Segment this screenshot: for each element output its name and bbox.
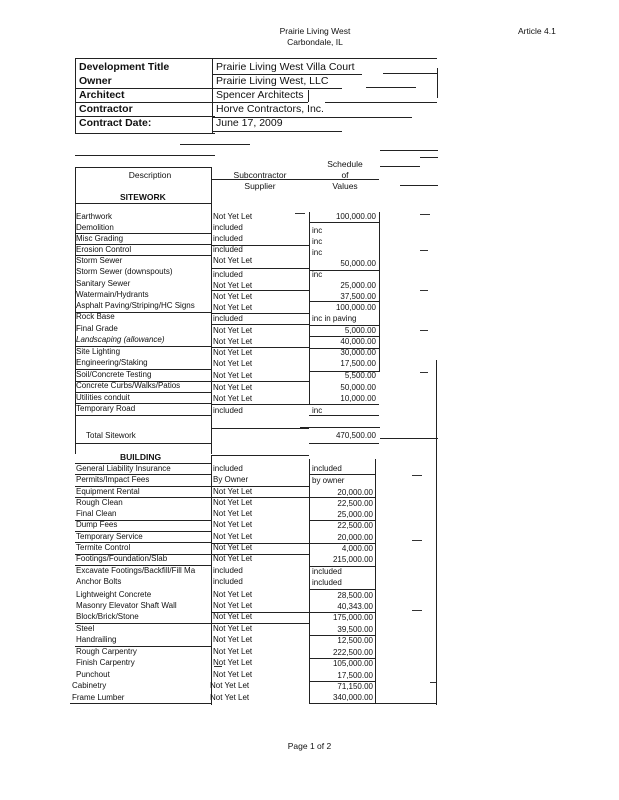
schedule-of-header: of [341,170,349,180]
row-subcontractor: Not Yet Let [213,394,253,403]
row-subcontractor: Not Yet Let [213,337,253,346]
row-value: 39,500.00 [337,625,373,634]
row-value: inc [312,237,323,246]
row-subcontractor: included [213,234,243,243]
row-value: 4,000.00 [341,544,373,553]
row-subcontractor: included [213,464,243,473]
row-value: inc [312,226,323,235]
row-value: 22,500.00 [337,521,373,530]
row-description: Punchout [76,670,110,679]
row-subcontractor: Not Yet Let [210,693,250,702]
row-value: 20,000.00 [337,488,373,497]
row-subcontractor: Not Yet Let [213,554,253,563]
row-value: included [312,464,342,473]
development-title-label: Development Title [79,61,170,73]
row-value: 340,000.00 [332,693,373,702]
row-value: 25,000.00 [340,281,376,290]
row-description: Temporary Service [76,532,143,541]
row-description: Erosion Control [76,245,132,254]
row-description: Rock Base [76,312,115,321]
total-sitework-label: Total Sitework [86,431,136,440]
row-value: 20,000.00 [337,533,373,542]
row-value: 12,500.00 [337,636,373,645]
row-subcontractor: Not Yet Let [213,670,253,679]
row-subcontractor: Not Yet Let [213,281,253,290]
row-value: 100,000.00 [335,303,376,312]
sitework-section-title: SITEWORK [120,192,166,202]
row-subcontractor: Not Yet Let [213,635,253,644]
row-description: Final Clean [76,509,117,518]
row-subcontractor: included [213,245,243,254]
row-description: Masonry Elevator Shaft Wall [76,601,177,610]
description-column-header: Description [128,170,172,180]
row-subcontractor: Not Yet Let [213,532,253,541]
page-number: Page 1 of 2 [287,741,332,751]
row-description: Watermain/Hydrants [76,290,149,299]
row-subcontractor: By Owner [213,475,249,484]
row-value: 28,500.00 [337,591,373,600]
row-description: Equipment Rental [76,487,140,496]
row-value: 5,500.00 [344,371,376,380]
row-subcontractor: Not Yet Let [213,212,253,221]
row-description: Cabinetry [72,681,107,690]
row-description: Misc Grading [76,234,124,243]
row-description: Finish Carpentry [76,658,135,667]
row-description: Lightweight Concrete [76,590,152,599]
owner-value: Prairie Living West, LLC [216,75,329,87]
row-subcontractor: Not Yet Let [213,658,253,667]
row-subcontractor: Not Yet Let [213,498,253,507]
row-description: Block/Brick/Stone [76,612,139,621]
row-value: 17,500.00 [337,671,373,680]
development-title-value: Prairie Living West Villa Court [216,61,355,73]
row-subcontractor: Not Yet Let [213,612,253,621]
row-description: Handrailing [76,635,117,644]
row-value: 215,000.00 [332,555,373,564]
article-number: Article 4.1 [518,26,556,36]
row-subcontractor: Not Yet Let [213,383,253,392]
row-value: inc [312,248,323,257]
contractor-label: Contractor [79,103,133,115]
contractor-value: Horve Contractors, Inc. [216,103,324,115]
row-subcontractor: Not Yet Let [213,590,253,599]
row-value: 30,000.00 [340,348,376,357]
row-subcontractor: Not Yet Let [213,292,253,301]
architect-label: Architect [79,89,125,101]
row-subcontractor: Not Yet Let [213,601,253,610]
row-description: Sanitary Sewer [76,279,131,288]
row-value: 50,000.00 [340,259,376,268]
row-description: Landscaping (allowance) [76,335,165,344]
row-subcontractor: Not Yet Let [213,647,253,656]
row-value: 25,000.00 [337,510,373,519]
row-value: 40,343.00 [337,602,373,611]
row-description: Final Grade [76,324,118,333]
row-description: Storm Sewer (downspouts) [76,267,173,276]
row-subcontractor: Not Yet Let [213,624,253,633]
row-subcontractor: Not Yet Let [213,359,253,368]
row-subcontractor: included [213,270,243,279]
schedule-column-header: Schedule [327,159,363,169]
row-subcontractor: Not Yet Let [210,681,250,690]
row-description: Steel [76,624,95,633]
row-subcontractor: included [213,577,243,586]
values-column-header: Values [332,181,358,191]
row-subcontractor: included [213,566,243,575]
row-value: 100,000.00 [335,212,376,221]
row-description: Temporary Road [76,404,136,413]
row-description: Dump Fees [76,520,118,529]
row-value: inc in paving [312,314,357,323]
row-value: 50,000.00 [340,383,376,392]
row-value: 17,500.00 [340,359,376,368]
row-description: Engineering/Staking [76,358,148,367]
row-description: Rough Clean [76,498,123,507]
building-section-title: BUILDING [120,452,162,462]
project-location: Carbondale, IL [287,37,343,47]
row-description: Utilities conduit [76,393,130,402]
row-value: 105,000.00 [332,659,373,668]
row-subcontractor: Not Yet Let [213,348,253,357]
row-description: Asphalt Paving/Striping/HC Signs [76,301,195,310]
row-value: 222,500.00 [332,648,373,657]
row-subcontractor: included [213,314,243,323]
row-value: included [312,578,342,587]
architect-value: Spencer Architects [216,89,304,101]
row-description: Termite Control [76,543,131,552]
supplier-column-header: Supplier [244,181,276,191]
row-description: Rough Carpentry [76,647,137,656]
row-value: inc [312,406,323,415]
contract-date-value: June 17, 2009 [216,117,283,129]
row-subcontractor: Not Yet Let [213,303,253,312]
row-value: 22,500.00 [337,499,373,508]
row-description: General Liability Insurance [76,464,171,473]
row-value: 175,000.00 [332,613,373,622]
row-description: Excavate Footings/Backfill/Fill Ma [76,566,196,575]
row-value: 10,000.00 [340,394,376,403]
row-description: Storm Sewer [76,256,123,265]
total-sitework-value: 470,500.00 [335,431,376,440]
row-value: by owner [312,476,345,485]
row-description: Earthwork [76,212,113,221]
row-description: Footings/Foundation/Slab [76,554,168,563]
row-subcontractor: included [213,223,243,232]
row-description: Demolition [76,223,114,232]
contract-date-label: Contract Date: [79,117,152,129]
row-description: Frame Lumber [72,693,125,702]
row-subcontractor: Not Yet Let [213,326,253,335]
row-subcontractor: Not Yet Let [213,520,253,529]
row-subcontractor: Not Yet Let [213,509,253,518]
row-description: Concrete Curbs/Walks/Patios [76,381,181,390]
row-description: Permits/Impact Fees [76,475,150,484]
row-value: 40,000.00 [340,337,376,346]
row-value: 37,500.00 [340,292,376,301]
row-subcontractor: Not Yet Let [213,371,253,380]
row-value: included [312,567,342,576]
row-value: 71,150.00 [337,682,373,691]
row-subcontractor: Not Yet Let [213,256,253,265]
row-value: 5,000.00 [344,326,376,335]
owner-label: Owner [79,75,112,87]
subcontractor-column-header: Subcontractor [233,170,287,180]
row-description: Anchor Bolts [76,577,122,586]
row-description: Soil/Concrete Testing [76,370,152,379]
row-subcontractor: Not Yet Let [213,543,253,552]
project-name: Prairie Living West [279,26,351,36]
row-value: inc [312,270,323,279]
row-subcontractor: included [213,406,243,415]
row-description: Site Lighting [76,347,121,356]
row-subcontractor: Not Yet Let [213,487,253,496]
